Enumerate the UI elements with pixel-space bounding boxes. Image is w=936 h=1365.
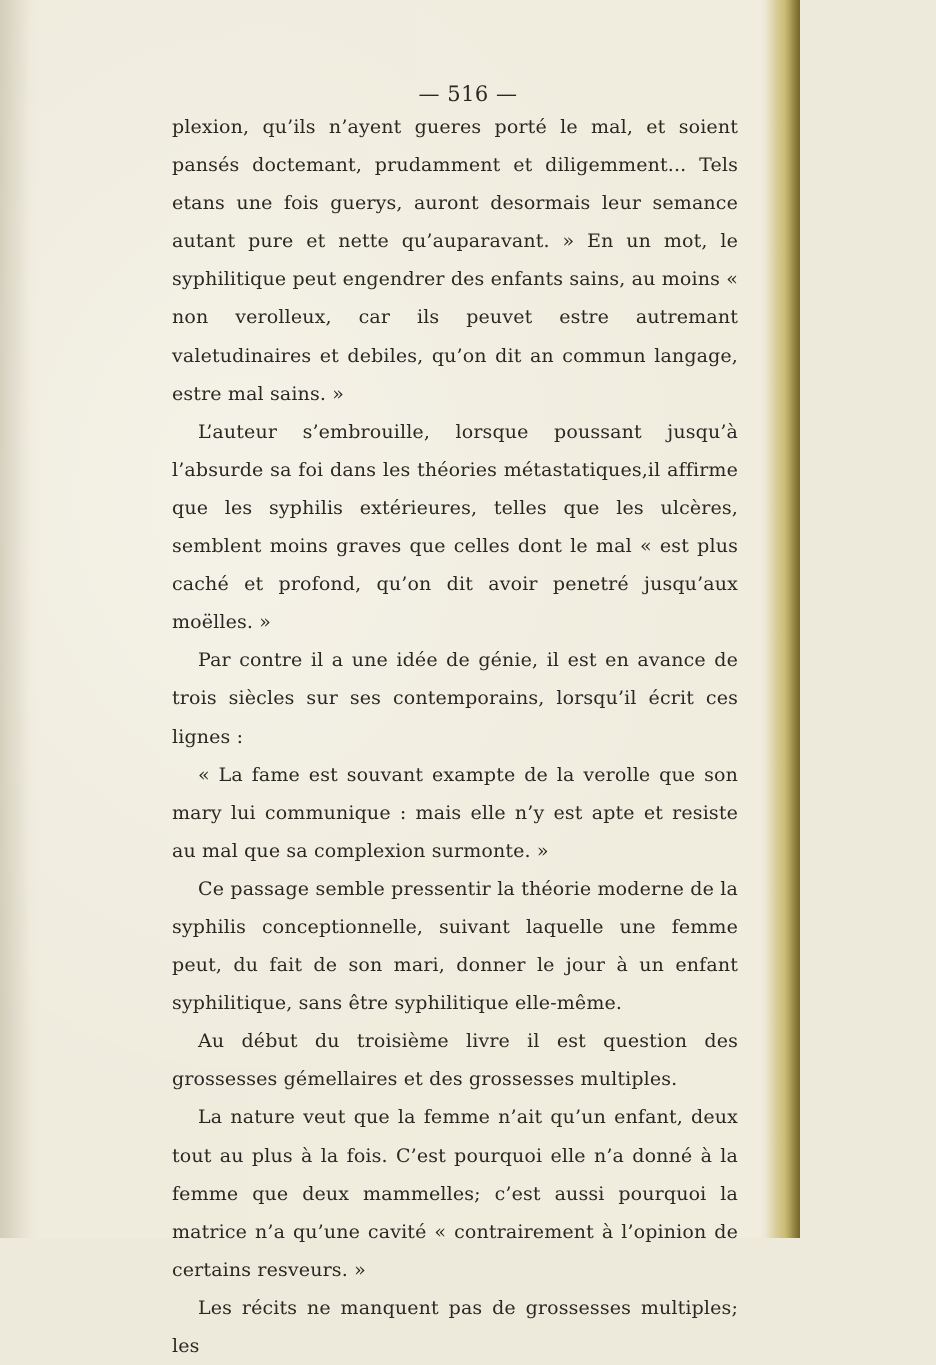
page-number-header: — 516 —	[418, 82, 518, 106]
page-edge-stain	[766, 0, 800, 1238]
paragraph-3: Par contre il a une idée de génie, il est en avance de trois siècles sur ses contemporains, lorsqu’il écrit ces lignes :	[172, 649, 738, 748]
paragraph-8: Les récits ne manquent pas de grossesses multiples; les	[172, 1296, 738, 1357]
paragraph-5: Ce passage semble pressentir la théorie moderne de la syphilis conceptionnelle, suivant laquelle une femme peut, du fait de son mari, donner le jour à un enfant syphilitique, sans être syphilitique elle-même.	[172, 877, 738, 1015]
paragraph-7: La nature veut que la femme n’ait qu’un enfant, deux tout au plus à la fois. C’est pourquoi elle n’a donné à la femme que deux mammelles; c’est aussi pourquoi la matrice n’a qu’une cavité « contrairement à l’opinion de certains resveurs. »	[172, 1106, 738, 1281]
paragraph-1: plexion, qu’ils n’ayent gueres porté le mal, et soient pansés doctemant, prudamment et diligemment... Tels etans une fois guerys, auront desormais leur semance autant pure et nette qu’auparavant. » En un mot, le syphilitique peut engendrer des enfants sains, au moins « non verolleux, car ils peuvet estre autremant valetudinaires et debiles, qu’on dit an commun langage, estre mal sains. »	[172, 116, 738, 405]
paragraph-2: L’auteur s’embrouille, lorsque poussant jusqu’à l’absurde sa foi dans les théories métastatiques,il affirme que les syphilis extérieures, telles que les ulcères, semblent moins graves que celles dont le mal « est plus caché et profond, qu’on dit avoir penetré jusqu’aux moëlles. »	[172, 420, 738, 634]
paragraph-4: « La fame est souvant exampte de la verolle que son mary lui communique : mais elle n’y est apte et resiste au mal que sa complexion surmonte. »	[172, 763, 738, 862]
page-gutter-shadow	[0, 0, 30, 1238]
paragraph-6: Au début du troisième livre il est question des grossesses gémellaires et des grossesses multiples.	[172, 1030, 738, 1091]
body-text	[172, 108, 738, 1365]
